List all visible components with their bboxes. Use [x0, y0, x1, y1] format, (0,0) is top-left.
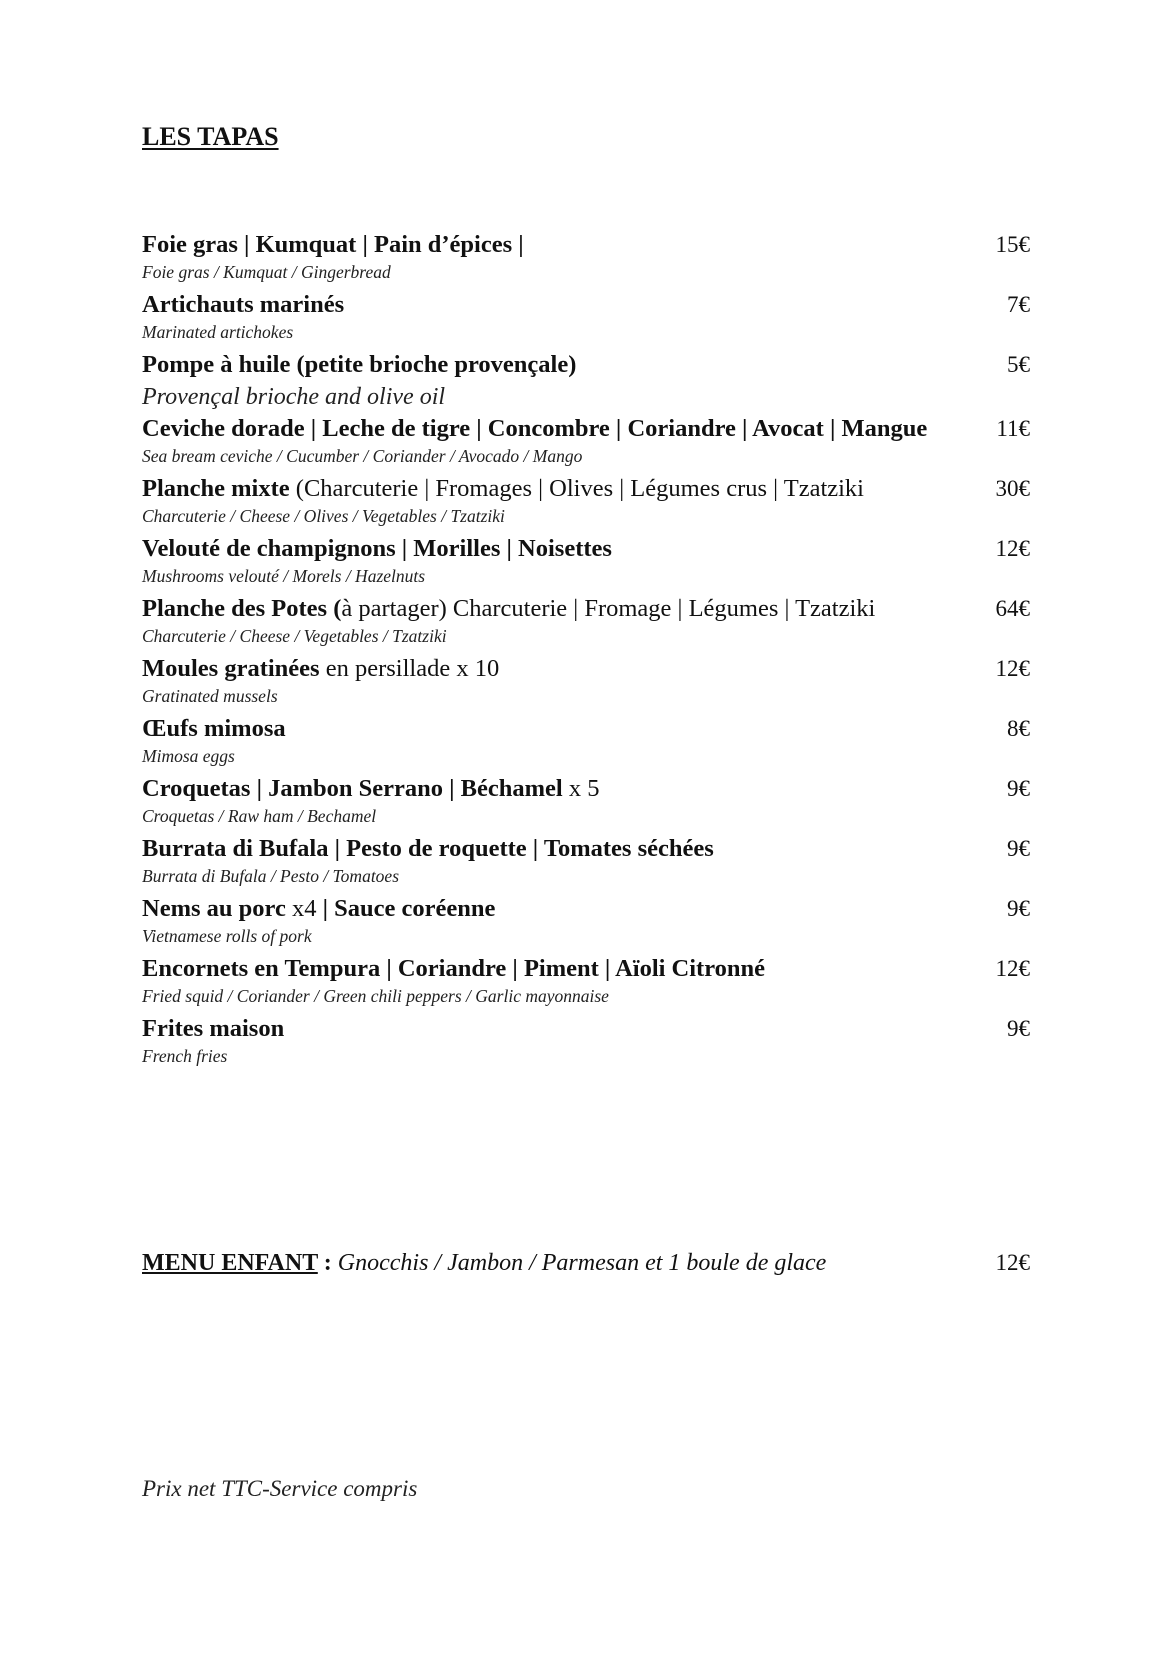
menu-item [142, 774, 1030, 834]
menu-item-name [142, 290, 344, 320]
kids-menu-description: Gnocchis / Jambon / Parmesan et 1 boule de glace [337, 1250, 827, 1276]
menu-item [142, 350, 1030, 414]
menu-item-price: 9€ [1007, 776, 1030, 801]
menu-item-price: 9€ [1007, 836, 1030, 861]
menu-item-price: 9€ [1007, 896, 1030, 921]
menu-item-name [142, 774, 599, 804]
menu-item [142, 290, 1030, 350]
section-title: LES TAPAS [142, 122, 279, 151]
menu-item-name-part: Foie gras | Kumquat | Pain d’épices | [142, 231, 524, 258]
menu-item-english: Foie gras / Kumquat / Gingerbread [142, 262, 391, 282]
menu-item-name-part: Encornets en Tempura | Coriandre | Piment | Aïoli Citronné [142, 955, 766, 982]
menu-item-row [142, 774, 1030, 804]
menu-item-english: Burrata di Bufala / Pesto / Tomatoes [142, 866, 400, 886]
menu-item-english: Mushrooms velouté / Morels / Hazelnuts [142, 566, 426, 586]
menu-item-name-part: Croquetas | Jambon Serrano | Béchamel [142, 775, 563, 802]
menu-item-name [142, 1014, 284, 1044]
menu-item-name-part: Planche mixte [142, 475, 296, 502]
menu-item-name-part: Œufs mimosa [142, 715, 286, 742]
menu-item [142, 230, 1030, 290]
menu-item-name-part: Frites maison [142, 1015, 285, 1042]
menu-item-english: Sea bream ceviche / Cucumber / Coriander / Avocado / Mango [142, 446, 583, 466]
menu-item-price: 5€ [1007, 352, 1030, 377]
menu-item-price: 9€ [1007, 1016, 1030, 1041]
menu-item-row [142, 594, 1030, 624]
menu-item-english: Charcuterie / Cheese / Olives / Vegetables / Tzatziki [142, 506, 505, 526]
menu-item-name-part: Planche des Potes ( [142, 595, 342, 622]
kids-menu [142, 1250, 1030, 1277]
menu-item-name [142, 954, 765, 984]
menu-item [142, 714, 1030, 774]
menu-item-name-part: Ceviche dorade | Leche de tigre | Concombre | Coriandre | Avocat | Mangue [142, 415, 928, 442]
menu-item-price: 7€ [1007, 292, 1030, 317]
menu-item-name [142, 230, 524, 260]
menu-item [142, 534, 1030, 594]
menu-item-row [142, 414, 1030, 444]
menu-item-english: Mimosa eggs [142, 746, 235, 766]
tapas-list [142, 230, 1030, 1074]
menu-item-name-part: Pompe à huile (petite brioche provençale) [142, 351, 577, 378]
menu-item-price: 12€ [995, 956, 1030, 981]
menu-item-english: Charcuterie / Cheese / Vegetables / Tzatziki [142, 626, 447, 646]
menu-item-row [142, 954, 1030, 984]
menu-item-english: Provençal brioche and olive oil [142, 384, 446, 410]
menu-item-english: Croquetas / Raw ham / Bechamel [142, 806, 377, 826]
menu-item-name [142, 474, 864, 504]
menu-item [142, 594, 1030, 654]
menu-item-name [142, 834, 714, 864]
menu-item-row [142, 894, 1030, 924]
menu-item-row [142, 534, 1030, 564]
kids-menu-price: 12€ [995, 1250, 1030, 1275]
menu-item-row [142, 290, 1030, 320]
menu-item-name-part: Velouté de champignons | Morilles | Noisettes [142, 535, 612, 562]
menu-item [142, 834, 1030, 894]
menu-item-name [142, 894, 495, 924]
menu-item-name [142, 594, 875, 624]
menu-item-english: Gratinated mussels [142, 686, 278, 706]
menu-item-price: 12€ [995, 656, 1030, 681]
menu-item-row [142, 474, 1030, 504]
menu-item-price: 12€ [995, 536, 1030, 561]
menu-item-price: 8€ [1007, 716, 1030, 741]
menu-item [142, 474, 1030, 534]
menu-item-name [142, 654, 499, 684]
menu-item-name-part: x4 [285, 895, 323, 922]
menu-item-name-part: x 5 [562, 775, 600, 802]
menu-item-row [142, 714, 1030, 744]
menu-item-row [142, 230, 1030, 260]
menu-item [142, 894, 1030, 954]
menu-item-name [142, 414, 927, 444]
kids-menu-colon: : [317, 1250, 338, 1276]
menu-item-row [142, 1014, 1030, 1044]
menu-item [142, 654, 1030, 714]
menu-item-price: 15€ [995, 232, 1030, 257]
menu-item-row [142, 834, 1030, 864]
menu-item-english: Vietnamese rolls of pork [142, 926, 312, 946]
menu-item [142, 1014, 1030, 1074]
menu-item-name-part: Artichauts marinés [142, 291, 345, 318]
menu-item-price: 11€ [996, 416, 1030, 441]
menu-item [142, 414, 1030, 474]
menu-item-name-part: (Charcuterie | Fromages | Olives | Légumes crus | Tzatziki [295, 475, 864, 502]
menu-item [142, 954, 1030, 1014]
menu-item-name-part: | Sauce coréenne [322, 895, 496, 922]
menu-item-name-part: à partager) Charcuterie | Fromage | Légumes | Tzatziki [341, 595, 876, 622]
kids-menu-label: MENU ENFANT [142, 1250, 318, 1276]
menu-item-english: Fried squid / Coriander / Green chili peppers / Garlic mayonnaise [142, 986, 609, 1006]
menu-item-name [142, 714, 286, 744]
menu-item-name-part: en persillade x 10 [319, 655, 500, 682]
menu-item-english: Marinated artichokes [142, 322, 294, 342]
menu-item-price: 64€ [995, 596, 1030, 621]
kids-menu-text [142, 1250, 826, 1277]
menu-item-name [142, 534, 612, 564]
menu-item-row [142, 350, 1030, 380]
menu-item-name-part: Nems au porc [142, 895, 286, 922]
menu-item-price: 30€ [995, 476, 1030, 501]
menu-item-english: French fries [142, 1046, 228, 1066]
menu-item-name-part: Burrata di Bufala | Pesto de roquette | Tomates séchées [142, 835, 714, 862]
menu-item-name [142, 350, 576, 380]
footer-note: Prix net TTC-Service compris [142, 1476, 418, 1501]
menu-item-name-part: Moules gratinées [142, 655, 320, 682]
menu-item-row [142, 654, 1030, 684]
